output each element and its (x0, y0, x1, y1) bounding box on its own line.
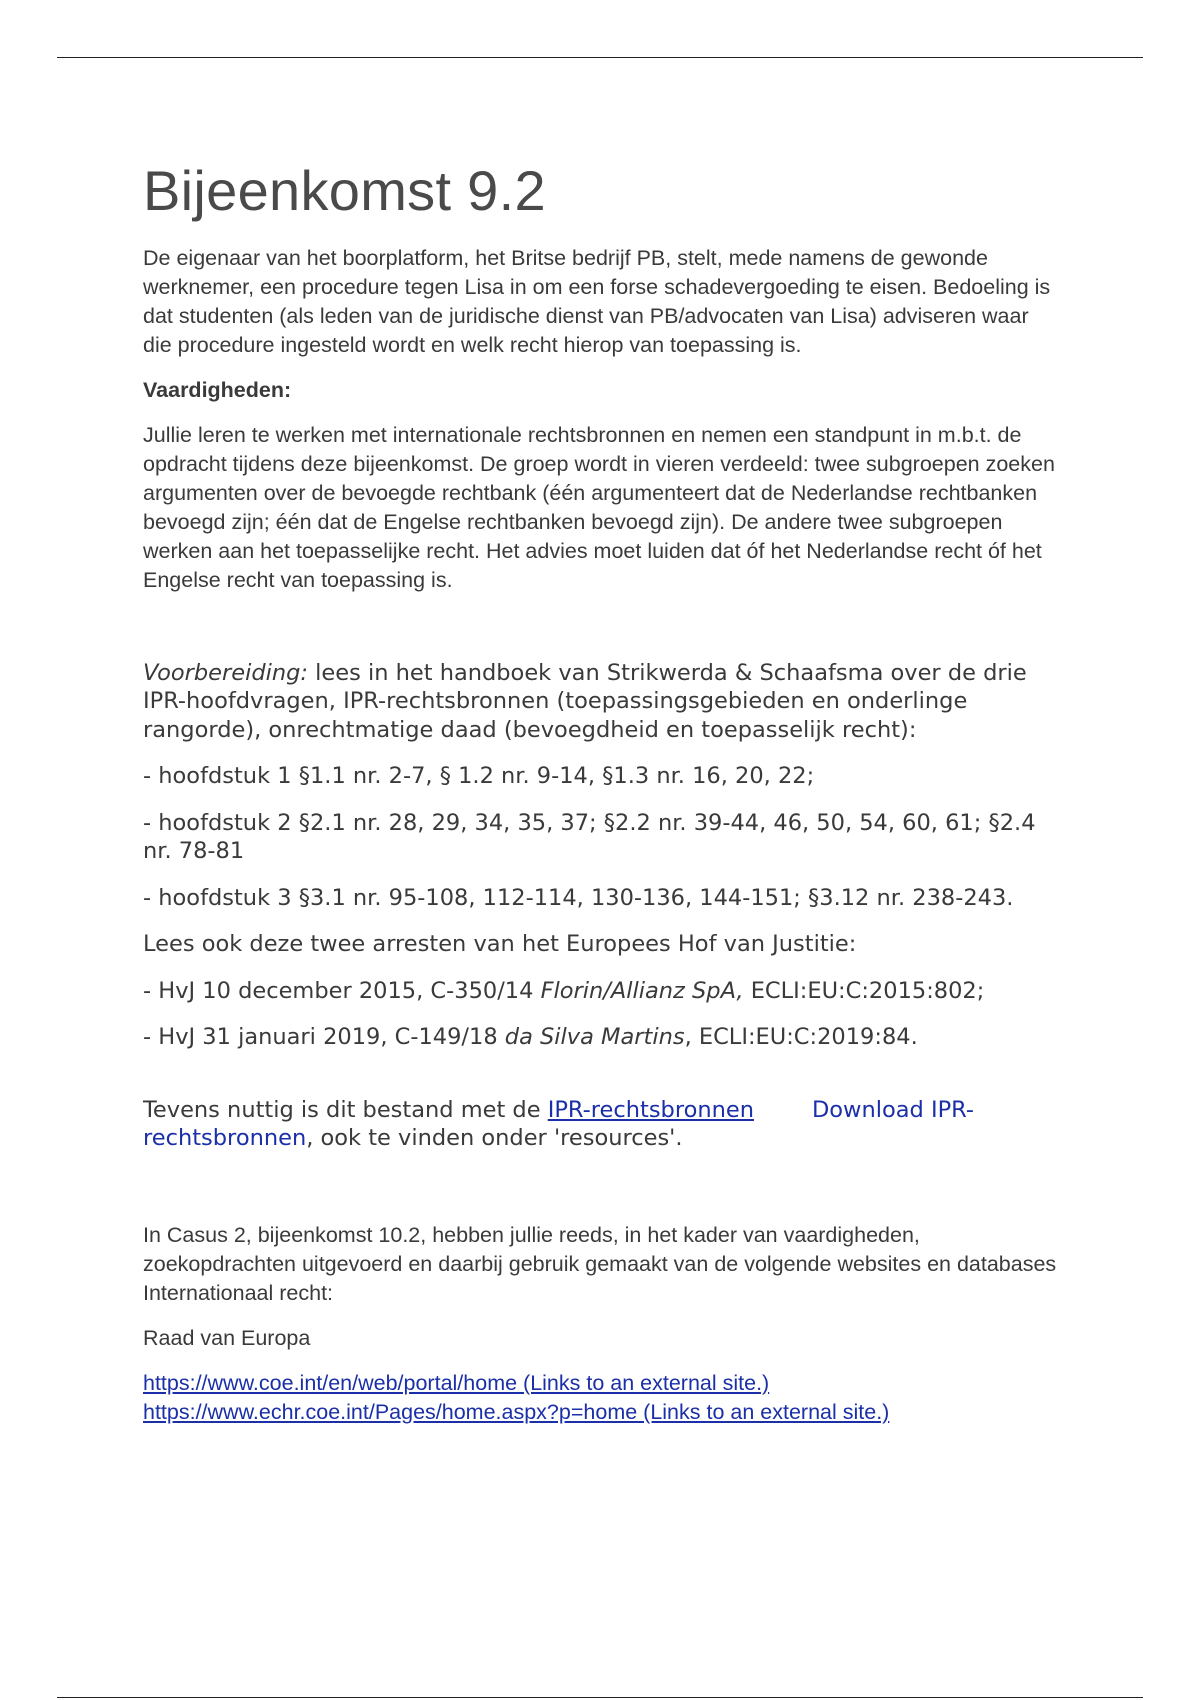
document-body (143, 160, 1058, 1427)
download-label-part-2: rechtsbronnen (143, 1125, 307, 1152)
resources-paragraph (143, 1096, 1058, 1153)
case-prefix: - HvJ 31 januari 2019, C-149/18 (143, 1024, 505, 1051)
case-name: Florin/Allianz SpA, (540, 977, 744, 1004)
coe-portal-link[interactable]: https://www.coe.int/en/web/portal/home (Links to an external site.) (143, 1370, 770, 1395)
preparation-label: Voorbereiding: (143, 659, 308, 686)
ipr-sources-link[interactable]: IPR-rechtsbronnen (547, 1096, 754, 1123)
previous-paragraph: In Casus 2, bijeenkomst 10.2, hebben jullie reeds, in het kader van vaardigheden, zoekopdrachten uitgevoerd en daarbij gebruik gemaakt van de volgende websites en databases Internationaal recht: (143, 1222, 1057, 1305)
skills-label: Vaardigheden: (143, 377, 292, 402)
case-name: da Silva Martins (504, 1024, 685, 1051)
intro-paragraph: De eigenaar van het boorplatform, het Britse bedrijf PB, stelt, mede namens de gewonde werknemer, een procedure tegen Lisa in om een forse schadevergoeding te eisen. Bedoeling is dat studenten (als leden van de juridische dienst van PB/advocaten van Lisa) adviseren waar die procedure ingesteld wordt en welk recht hierop van toepassing is. (143, 245, 1051, 357)
reading-item-chapter-2: - hoofdstuk 2 §2.1 nr. 28, 29, 34, 35, 37; §2.2 nr. 39-44, 46, 50, 54, 60, 61; §2.4 nr. 78-81 (143, 809, 1036, 865)
bottom-rule (57, 1697, 1143, 1698)
resources-text-after: , ook te vinden onder 'resources'. (306, 1125, 683, 1152)
top-rule (57, 57, 1143, 58)
council-label: Raad van Europa (143, 1325, 311, 1350)
case-item-florin (143, 977, 1058, 1006)
case-suffix: ECLI:EU:C:2015:802; (743, 977, 985, 1004)
case-item-da-silva (143, 1023, 1058, 1052)
download-label-part-1: Download IPR- (811, 1096, 975, 1123)
case-suffix: , ECLI:EU:C:2019:84. (684, 1024, 918, 1051)
resources-text-before: Tevens nuttig is dit bestand met de (143, 1096, 548, 1123)
preparation-paragraph (143, 659, 1058, 745)
skills-paragraph: Jullie leren te werken met internationale rechtsbronnen en nemen een standpunt in m.b.t. de opdracht tijdens deze bijeenkomst. De groep wordt in vieren verdeeld: twee subgroepen zoeken argumenten over de bevoegde rechtbank (één argumenteert dat de Nederlandse rechtbanken bevoegd zijn; één dat de Engelse rechtbanken bevoegd zijn). De andere twee subgroepen werken aan het toepasselijke recht. Het advies moet luiden dat óf het Nederlandse recht óf het Engelse recht van toepassing is. (143, 422, 1055, 592)
arrests-intro: Lees ook deze twee arresten van het Europees Hof van Justitie: (143, 931, 857, 958)
reading-item-chapter-3: - hoofdstuk 3 §3.1 nr. 95-108, 112-114, 130-136, 144-151; §3.12 nr. 238-243. (143, 884, 1014, 911)
case-prefix: - HvJ 10 december 2015, C-350/14 (143, 977, 541, 1004)
echr-home-link[interactable]: https://www.echr.coe.int/Pages/home.aspx?p=home (Links to an external site.) (143, 1399, 890, 1424)
page-title: Bijeenkomst 9.2 (143, 159, 546, 222)
preparation-text: lees in het handboek van Strikwerda & Schaafsma over de drie IPR-hoofdvragen, IPR-rechtsbronnen (toepassingsgebieden en onderlinge rangorde), onrechtmatige daad (bevoegdheid en toepasselijk recht): (143, 659, 1027, 743)
external-links (143, 1369, 1058, 1427)
reading-item-chapter-1: - hoofdstuk 1 §1.1 nr. 2-7, § 1.2 nr. 9-14, §1.3 nr. 16, 20, 22; (143, 763, 815, 790)
